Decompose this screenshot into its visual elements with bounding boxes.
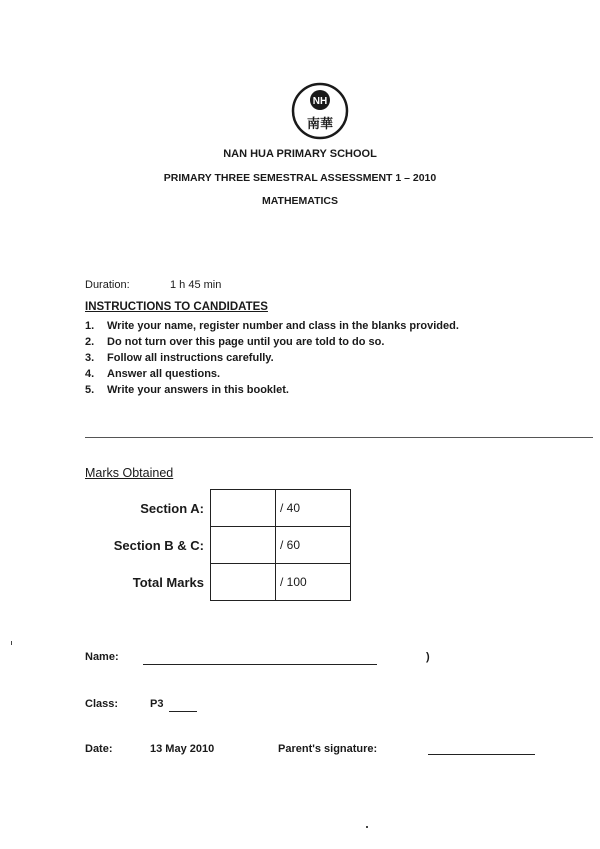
date-value: 13 May 2010 (150, 743, 215, 755)
marks-title: Marks Obtained (85, 466, 174, 480)
marks-out-of: / 100 (276, 564, 351, 601)
date-label: Date: (85, 743, 113, 755)
marks-row-section-bc (82, 527, 351, 564)
parent-signature-label: Parent's signature: (278, 743, 378, 755)
marks-out-of: / 60 (276, 527, 351, 564)
logo-initials: NH (312, 96, 328, 107)
school-logo (291, 82, 349, 140)
instruction-item: 1. Write your name, register number and class in the blanks provided. (85, 320, 459, 332)
marks-score-box[interactable] (211, 490, 276, 527)
instruction-item: 4. Answer all questions. (85, 368, 221, 380)
logo-chinese-name: 南華 (306, 117, 334, 132)
parent-signature-blank[interactable] (428, 754, 535, 755)
school-name: NAN HUA PRIMARY SCHOOL (223, 148, 377, 160)
marks-row-label: Section B & C: (113, 537, 204, 553)
instruction-item: 3. Follow all instructions carefully. (85, 352, 274, 364)
class-value: P3 (150, 698, 164, 710)
marks-row-total (82, 564, 351, 601)
scan-speck (366, 826, 368, 828)
marks-score-box[interactable] (211, 564, 276, 601)
name-suffix: ) (426, 651, 430, 663)
name-label: Name: (85, 651, 119, 663)
duration-label: Duration: (85, 279, 130, 291)
marks-row-section-a (82, 490, 351, 527)
marks-out-of: / 40 (276, 490, 351, 527)
class-blank[interactable] (169, 711, 197, 712)
scan-speck (11, 641, 12, 645)
class-label: Class: (85, 698, 119, 710)
marks-table (82, 489, 351, 601)
section-divider (85, 437, 593, 438)
marks-row-label: Total Marks (132, 574, 204, 590)
instruction-item: 5. Write your answers in this booklet. (85, 384, 289, 396)
instructions-list (85, 318, 459, 398)
name-blank[interactable] (143, 664, 377, 665)
duration-value: 1 h 45 min (170, 279, 222, 291)
instructions-title: INSTRUCTIONS TO CANDIDATES (85, 301, 268, 313)
subject-title: MATHEMATICS (261, 195, 339, 207)
marks-score-box[interactable] (211, 527, 276, 564)
marks-row-label: Section A: (140, 500, 204, 516)
instruction-item: 2. Do not turn over this page until you are told to do so. (85, 336, 385, 348)
assessment-title: PRIMARY THREE SEMESTRAL ASSESSMENT 1 – 2010 (163, 172, 437, 184)
